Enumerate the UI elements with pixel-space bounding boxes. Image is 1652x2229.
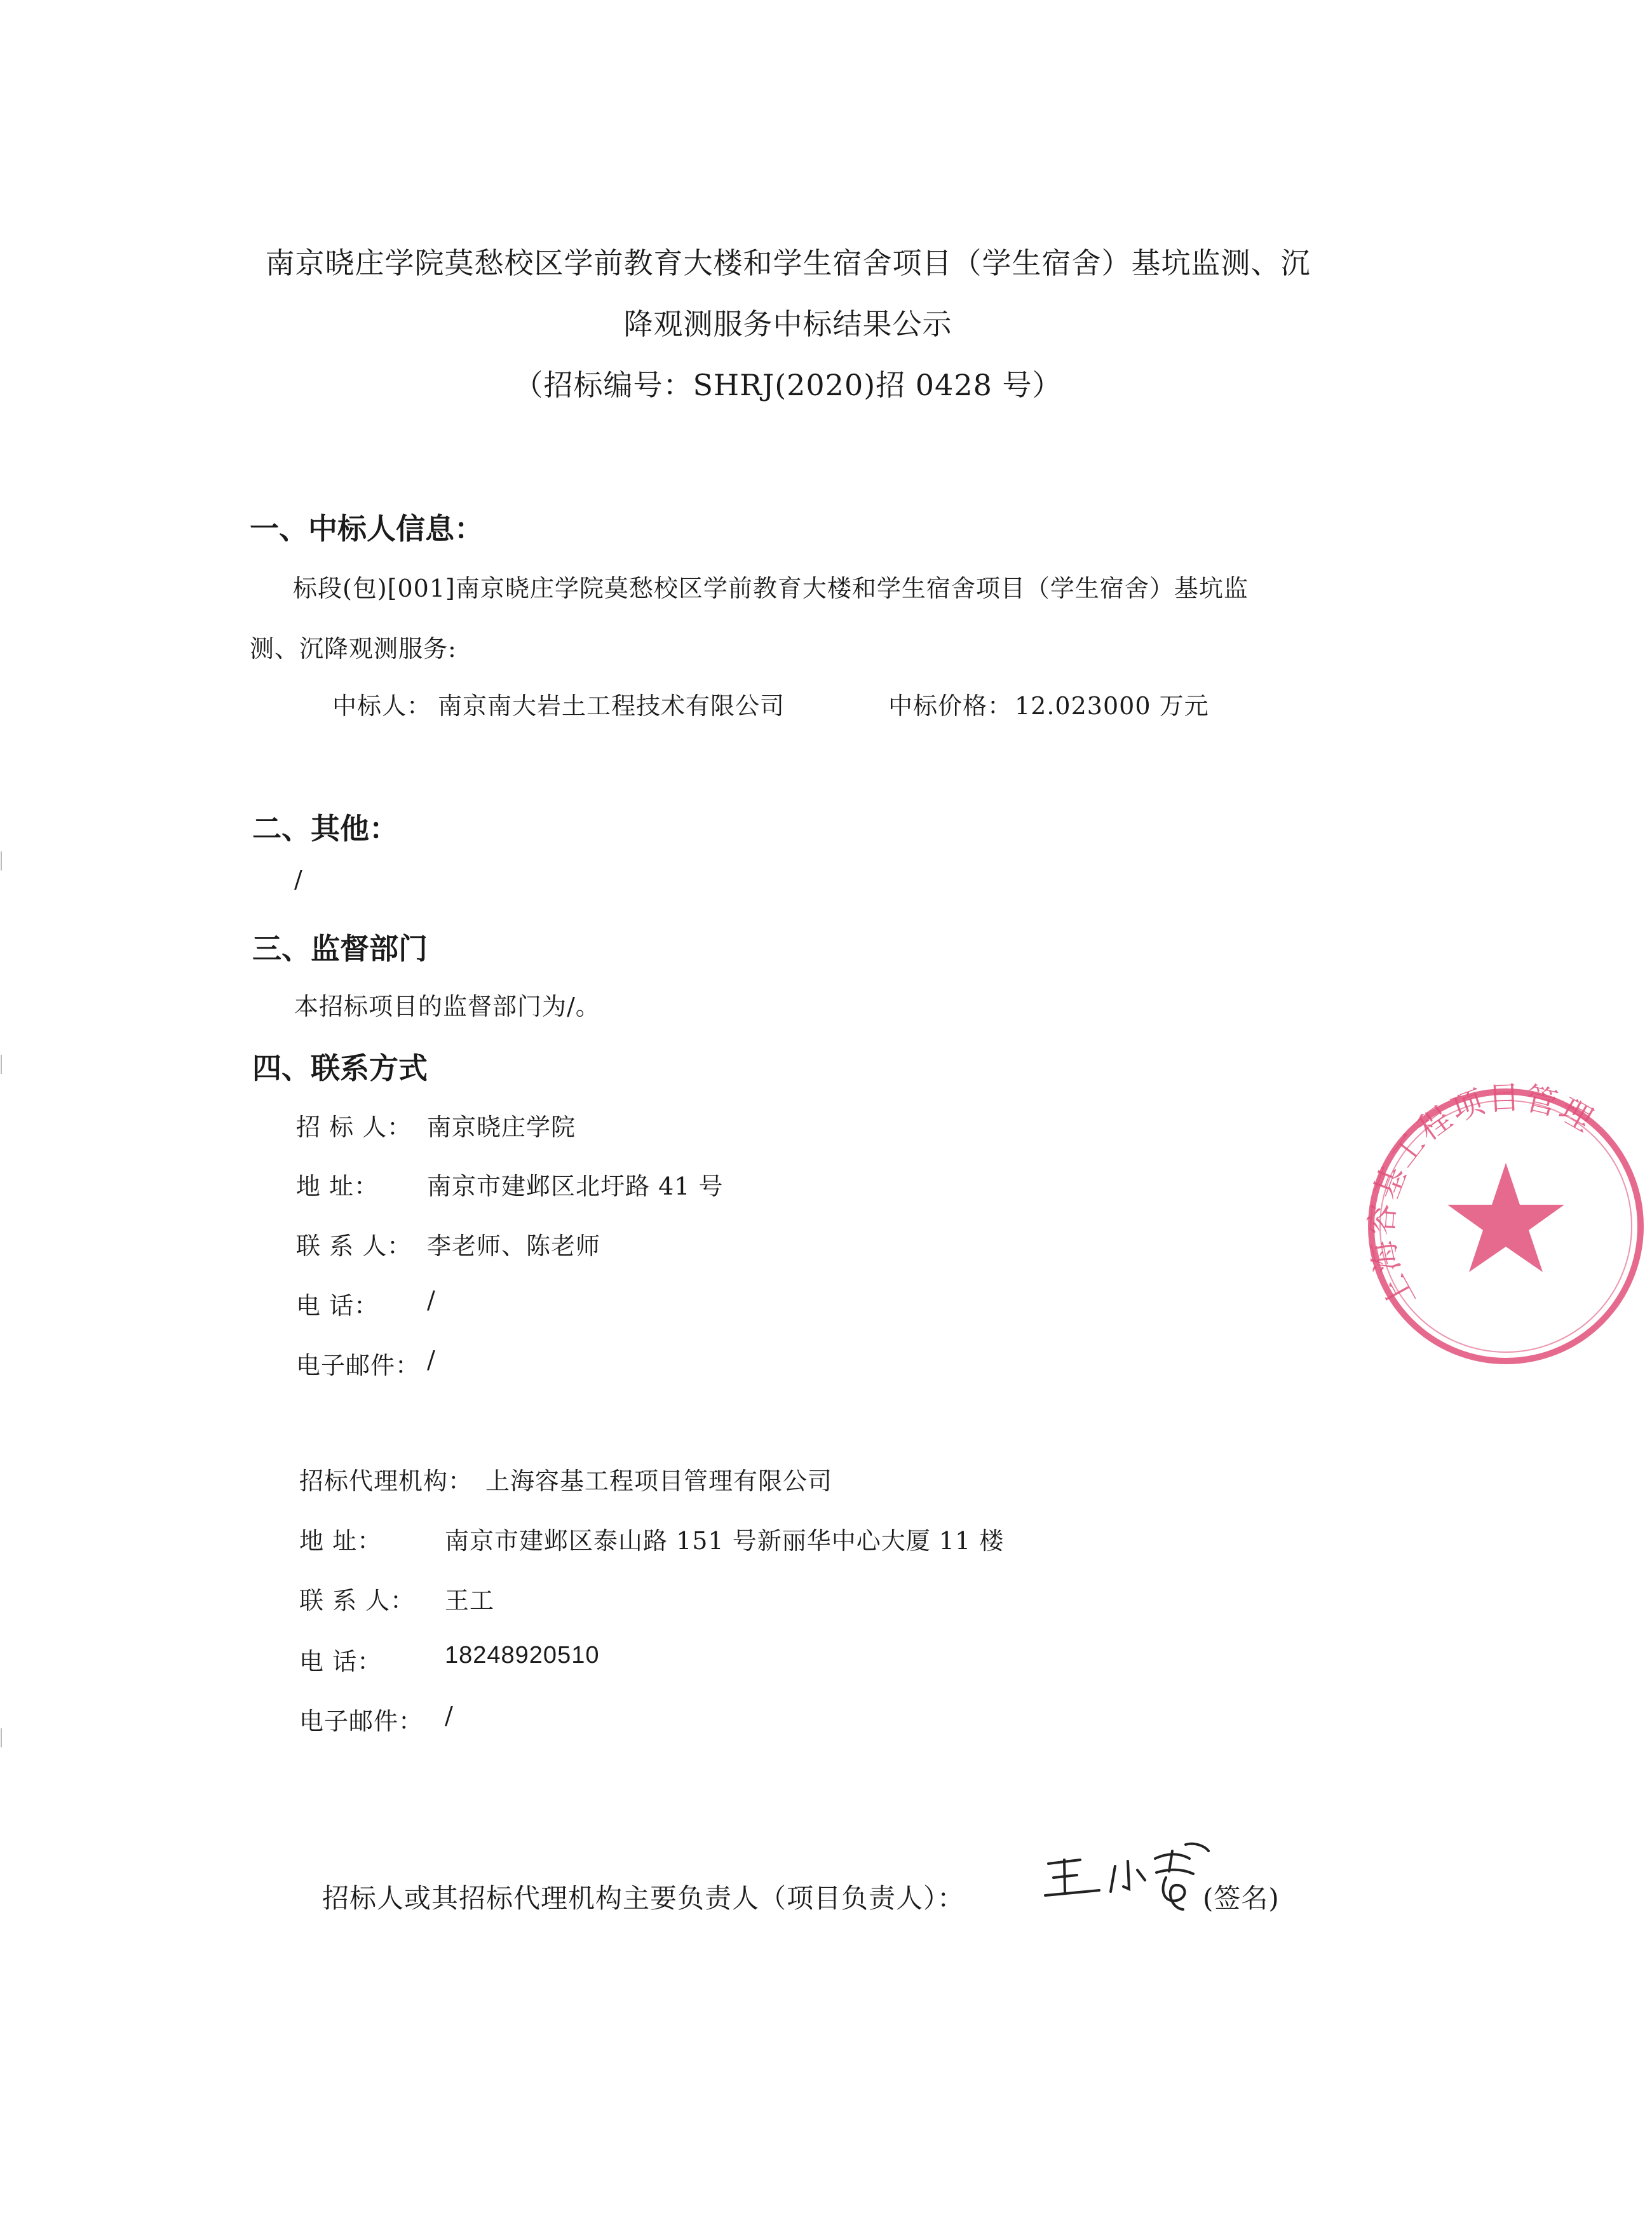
tenderer-name-value: 南京晓庄学院: [427, 1113, 576, 1141]
agency-name-value: 上海容基工程项目管理有限公司: [485, 1467, 833, 1495]
other-content: /: [294, 865, 303, 893]
tenderer-contact-label: 联 系 人：: [296, 1232, 412, 1260]
agency-email-label: 电子邮件：: [299, 1707, 424, 1735]
tenderer-address-label: 地 址：: [296, 1172, 379, 1200]
tenderer-contact-value: 李老师、陈老师: [427, 1232, 601, 1260]
agency-phone-value: 18248920510: [445, 1642, 600, 1669]
tenderer-email-label: 电子邮件：: [296, 1352, 421, 1379]
agency-contact-value: 王工: [445, 1587, 495, 1615]
agency-address-value: 南京市建邺区泰山路 151 号新丽华中心大厦 11 楼: [445, 1527, 1005, 1555]
winner-label: 中标人：: [332, 692, 432, 720]
lot-description-line-1: 标段(包)[001]南京晓庄学院莫愁校区学前教育大楼和学生宿舍项目（学生宿舍）基坑监: [293, 574, 1249, 602]
price-label: 中标价格：: [888, 692, 1013, 720]
signature-line-text: 招标人或其招标代理机构主要负责人（项目负责人）：: [322, 1883, 965, 1914]
section-heading-supervision: 三、监督部门: [252, 932, 428, 966]
winner-value: 南京南大岩土工程技术有限公司: [438, 692, 785, 720]
tenderer-phone-value: /: [427, 1286, 436, 1314]
handwritten-signature: [1042, 1839, 1214, 1916]
section-heading-other: 二、其他：: [252, 811, 398, 846]
title-line-1: 南京晓庄学院莫愁校区学前教育大楼和学生宿舍项目（学生宿舍）基坑监测、沉: [265, 246, 1311, 280]
agency-email-value: /: [445, 1702, 454, 1730]
lot-description-line-2: 测、沉降观测服务:: [250, 635, 457, 663]
price-value: 12.023000 万元: [1015, 692, 1209, 720]
agency-phone-label: 电 话：: [299, 1648, 383, 1676]
agency-contact-label: 联 系 人：: [299, 1587, 416, 1615]
title-line-2: 降观测服务中标结果公示: [623, 307, 952, 341]
agency-address-label: 地 址：: [299, 1527, 383, 1555]
seal-text: 上海容基工程项目管理: [1363, 1080, 1601, 1315]
agency-name-label: 招标代理机构：: [299, 1467, 473, 1495]
signature-line-suffix: (签名): [1203, 1883, 1280, 1914]
section-heading-contact: 四、联系方式: [252, 1051, 428, 1085]
tenderer-email-value: /: [427, 1346, 436, 1374]
supervision-content: 本招标项目的监督部门为/。: [294, 993, 600, 1020]
company-seal-stamp: [1360, 1080, 1652, 1372]
tenderer-name-label: 招 标 人：: [296, 1113, 412, 1141]
title-line-3: （招标编号：SHRJ(2020)招 0428 号）: [513, 368, 1062, 402]
scan-edge-marks: [0, 826, 6, 1779]
tenderer-phone-label: 电 话：: [296, 1292, 379, 1320]
tenderer-address-value: 南京市建邺区北圩路 41 号: [427, 1172, 724, 1200]
svg-text:上海容基工程项目管理: [1363, 1080, 1601, 1314]
section-heading-winner-info: 一、中标人信息：: [250, 512, 484, 546]
